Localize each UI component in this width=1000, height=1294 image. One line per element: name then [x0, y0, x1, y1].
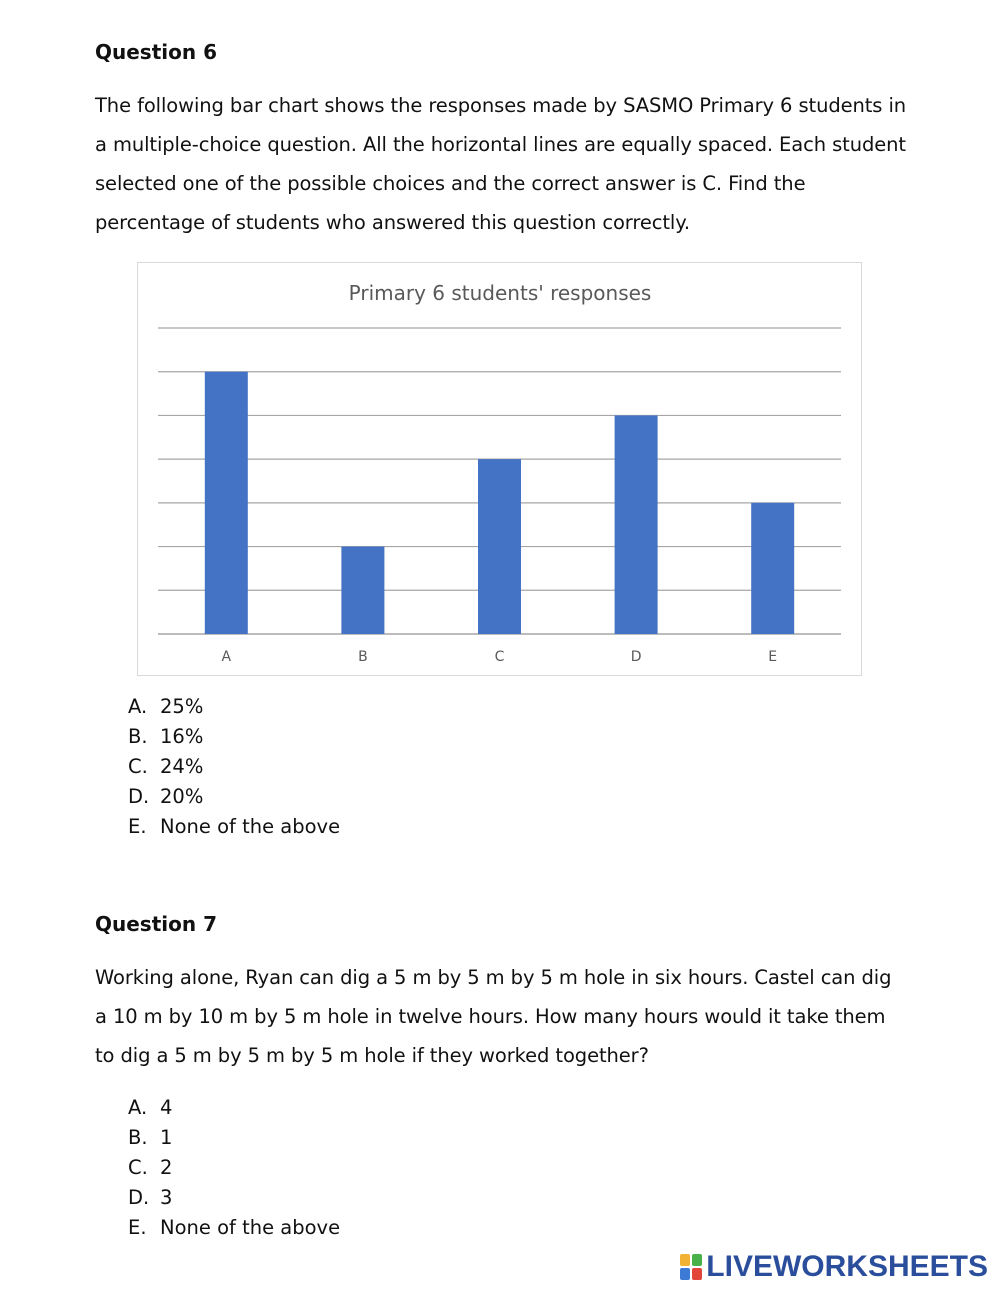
option-c[interactable] — [128, 1153, 340, 1183]
question-7-line: a 10 m by 10 m by 5 m hole in twelve hours. How many hours would it take them — [95, 1005, 886, 1028]
chart-bar-c — [478, 459, 521, 634]
option-text: 16% — [160, 725, 204, 748]
option-a[interactable] — [128, 1093, 340, 1123]
option-text: 3 — [160, 1186, 173, 1209]
chart-bar-d — [615, 415, 658, 634]
question-7-heading: Question 7 — [95, 912, 217, 936]
question-7-line: to dig a 5 m by 5 m by 5 m hole if they worked together? — [95, 1044, 649, 1067]
chart-bar-a — [205, 372, 248, 634]
chart-title: Primary 6 students' responses — [348, 281, 652, 305]
option-letter: B. — [128, 725, 148, 748]
option-text: None of the above — [160, 815, 341, 838]
option-text: 24% — [160, 755, 204, 778]
question-6-line: a multiple-choice question. All the horizontal lines are equally spaced. Each student — [95, 133, 906, 156]
option-b[interactable] — [128, 1123, 340, 1153]
option-letter: C. — [128, 755, 148, 778]
chart-tick-label: A — [221, 649, 232, 665]
responses-bar-chart — [137, 262, 862, 676]
chart-tick-label: E — [768, 649, 778, 665]
option-letter: D. — [128, 1186, 150, 1209]
option-text: 25% — [160, 695, 204, 718]
option-letter: A. — [128, 695, 148, 718]
chart-tick-label: D — [630, 649, 642, 665]
option-c[interactable] — [128, 752, 340, 782]
question-6-text — [95, 86, 915, 242]
question-6-heading: Question 6 — [95, 40, 217, 64]
question-6-line: selected one of the possible choices and the correct answer is C. Find the — [95, 172, 806, 195]
liveworksheets-logo[interactable] — [680, 1250, 988, 1284]
chart-canvas — [138, 263, 861, 675]
option-letter: E. — [128, 815, 147, 838]
option-d[interactable] — [128, 782, 340, 812]
option-e[interactable] — [128, 812, 340, 842]
option-text: 4 — [160, 1096, 173, 1119]
option-d[interactable] — [128, 1183, 340, 1213]
option-letter: B. — [128, 1126, 148, 1149]
option-a[interactable] — [128, 692, 340, 722]
option-letter: C. — [128, 1156, 148, 1179]
option-letter: E. — [128, 1216, 147, 1239]
option-text: None of the above — [160, 1216, 341, 1239]
question-7-text — [95, 958, 915, 1075]
question-7-options — [128, 1093, 340, 1243]
liveworksheets-logo-icon — [680, 1254, 702, 1280]
question-6-line: percentage of students who answered this question correctly. — [95, 211, 690, 234]
question-6-line: The following bar chart shows the responses made by SASMO Primary 6 students in — [95, 94, 907, 117]
option-text: 20% — [160, 785, 204, 808]
chart-tick-label: B — [358, 649, 368, 665]
option-letter: A. — [128, 1096, 148, 1119]
option-e[interactable] — [128, 1213, 340, 1243]
liveworksheets-logo-text: LIVEWORKSHEETS — [706, 1250, 988, 1283]
option-text: 2 — [160, 1156, 173, 1179]
option-letter: D. — [128, 785, 150, 808]
question-7-line: Working alone, Ryan can dig a 5 m by 5 m by 5 m hole in six hours. Castel can dig — [95, 966, 892, 989]
option-b[interactable] — [128, 722, 340, 752]
option-text: 1 — [160, 1126, 173, 1149]
chart-bar-e — [751, 503, 794, 634]
chart-tick-label: C — [494, 649, 505, 665]
question-6-options — [128, 692, 340, 842]
chart-bar-b — [341, 547, 384, 634]
